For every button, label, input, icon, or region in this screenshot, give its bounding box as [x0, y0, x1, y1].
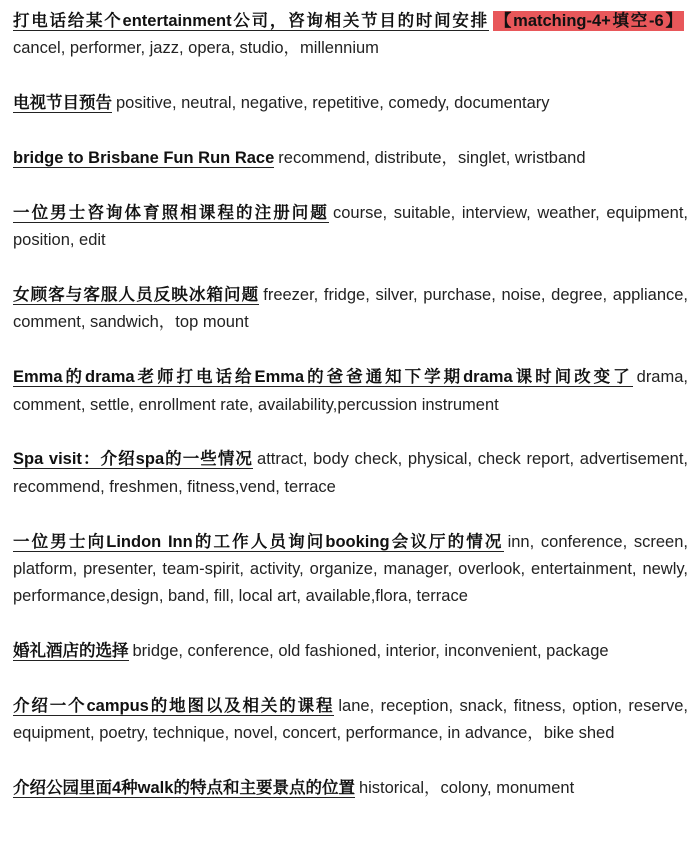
vocabulary-list: freezer, fridge, silver, purchase, noise, degree, appliance, comment, sandwich，top mount: [13, 286, 689, 332]
topic-entry-wedding-hotel: [13, 638, 688, 665]
topic-title: Spa visit：介绍spa的一些情况: [13, 450, 254, 469]
topic-title: 电视节目预告: [13, 94, 112, 113]
vocabulary-list: historical，colony, monument: [358, 779, 575, 798]
topic-title: 介绍公园里面4种walk的特点和主要景点的位置: [13, 779, 355, 798]
topic-entry-tv-preview: [13, 90, 688, 117]
topic-entry-lindon-inn: [13, 529, 688, 611]
vocabulary-list: inn, conference, screen, platform, presenter, team-spirit, activity, organize, manager, overlook, entertainment, newly, performance,design, band, fill, local art, available,flora, terrace: [13, 532, 688, 606]
topic-title: 女顾客与客服人员反映冰箱问题: [13, 286, 260, 304]
topic-entry-fun-run: [13, 145, 688, 172]
topic-title: 一位男士咨询体育照相课程的注册问题: [13, 203, 329, 222]
vocabulary-list: positive, neutral, negative, repetitive, comedy, documentary: [116, 94, 550, 113]
topic-title: 婚礼酒店的选择: [13, 642, 129, 661]
topic-title: 介绍一个campus的地图以及相关的课程: [13, 697, 335, 716]
vocabulary-list: bridge, conference, old fashioned, interior, inconvenient, package: [132, 642, 609, 661]
vocabulary-list: lane, reception, snack, fitness, option, reserve, equipment, poetry, technique, novel, concert, performance, in advance，bike shed: [13, 697, 688, 743]
vocabulary-list: course, suitable, interview, weather, equipment, position, edit: [13, 203, 689, 250]
topic-entry-spa-visit: [13, 446, 688, 501]
topic-entry-campus-map: [13, 693, 688, 748]
vocabulary-list: cancel, performer, jazz, opera, studio，millennium: [13, 39, 379, 58]
topic-entry-drama-class: [13, 364, 688, 419]
topic-entry-park-walks: [13, 775, 688, 802]
topic-entry-entertainment: [13, 8, 688, 63]
question-type-tag: 【matching-4+填空-6】: [494, 12, 682, 30]
topic-title: Emma的drama老师打电话给Emma的爸爸通知下学期drama课时间改变了: [13, 368, 633, 387]
vocabulary-list: drama, comment, settle, enrollment rate, availability,percussion instrument: [13, 368, 688, 414]
vocabulary-list: recommend, distribute，singlet, wristband: [278, 149, 586, 167]
vocabulary-list: attract, body check, physical, check report, advertisement, recommend, freshmen, fitness,vend, terrace: [13, 450, 689, 496]
topic-title: 打电话给某个entertainment公司，咨询相关节目的时间安排: [13, 12, 489, 30]
topic-title: 一位男士向Lindon Inn的工作人员询问booking会议厅的情况: [13, 532, 504, 551]
topic-entry-fridge-problem: [13, 282, 688, 337]
topic-title: bridge to Brisbane Fun Run Race: [13, 149, 275, 167]
topic-entry-photography-course: [13, 200, 688, 255]
